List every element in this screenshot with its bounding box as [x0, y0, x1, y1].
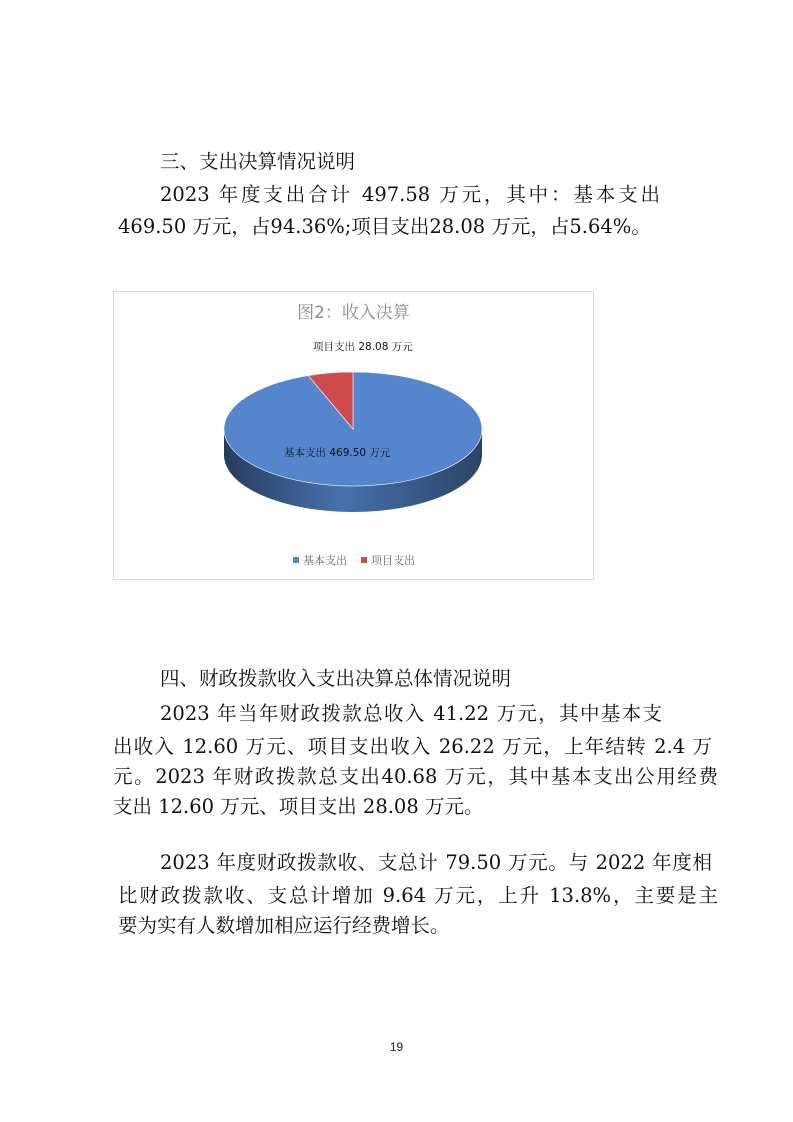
- legend-swatch-0: [293, 557, 299, 563]
- paragraph-line: 要为实有人数增加相应运行经费增长。: [118, 914, 450, 937]
- paragraph-line: 支出 12.60 万元、项目支出 28.08 万元。: [113, 795, 484, 818]
- paragraph-line: 比财政拨款收、支总计增加 9.64 万元，上升 13.8%，主要是主: [118, 884, 718, 907]
- section-heading-appropriation: 四、财政拨款收入支出决算总体情况说明: [160, 667, 512, 690]
- legend-swatch-1: [361, 557, 367, 563]
- paragraph-line: 2023 年度支出合计 497.58 万元，其中：基本支出: [160, 183, 660, 206]
- chart-legend: [293, 553, 415, 567]
- paragraph-line: 2023 年度财政拨款收、支总计 79.50 万元。与 2022 年度相: [160, 851, 712, 874]
- pie-chart: [113, 291, 594, 580]
- paragraph-line: 469.50 万元，占94.36%;项目支出28.08 万元，占5.64%。: [118, 215, 651, 238]
- chart-title: 图2：收入决算: [297, 303, 410, 323]
- paragraph-line: 2023 年当年财政拨款总收入 41.22 万元，其中基本支: [160, 702, 662, 725]
- section-heading-expenditure: 三、支出决算情况说明: [160, 150, 356, 173]
- paragraph-line: 出收入 12.60 万元、项目支出收入 26.22 万元，上年结转 2.4 万: [113, 735, 712, 758]
- legend-label-0: 基本支出: [303, 554, 347, 567]
- data-label-project: 项目支出 28.08 万元: [313, 341, 413, 353]
- data-label-basic: 基本支出 469.50 万元: [284, 447, 391, 459]
- page-number: 19: [389, 1040, 404, 1054]
- pie-chart-svg: [114, 292, 593, 579]
- legend-label-1: 项目支出: [371, 554, 415, 567]
- paragraph-line: 元。2023 年财政拨款总支出40.68 万元，其中基本支出公用经费: [113, 765, 718, 788]
